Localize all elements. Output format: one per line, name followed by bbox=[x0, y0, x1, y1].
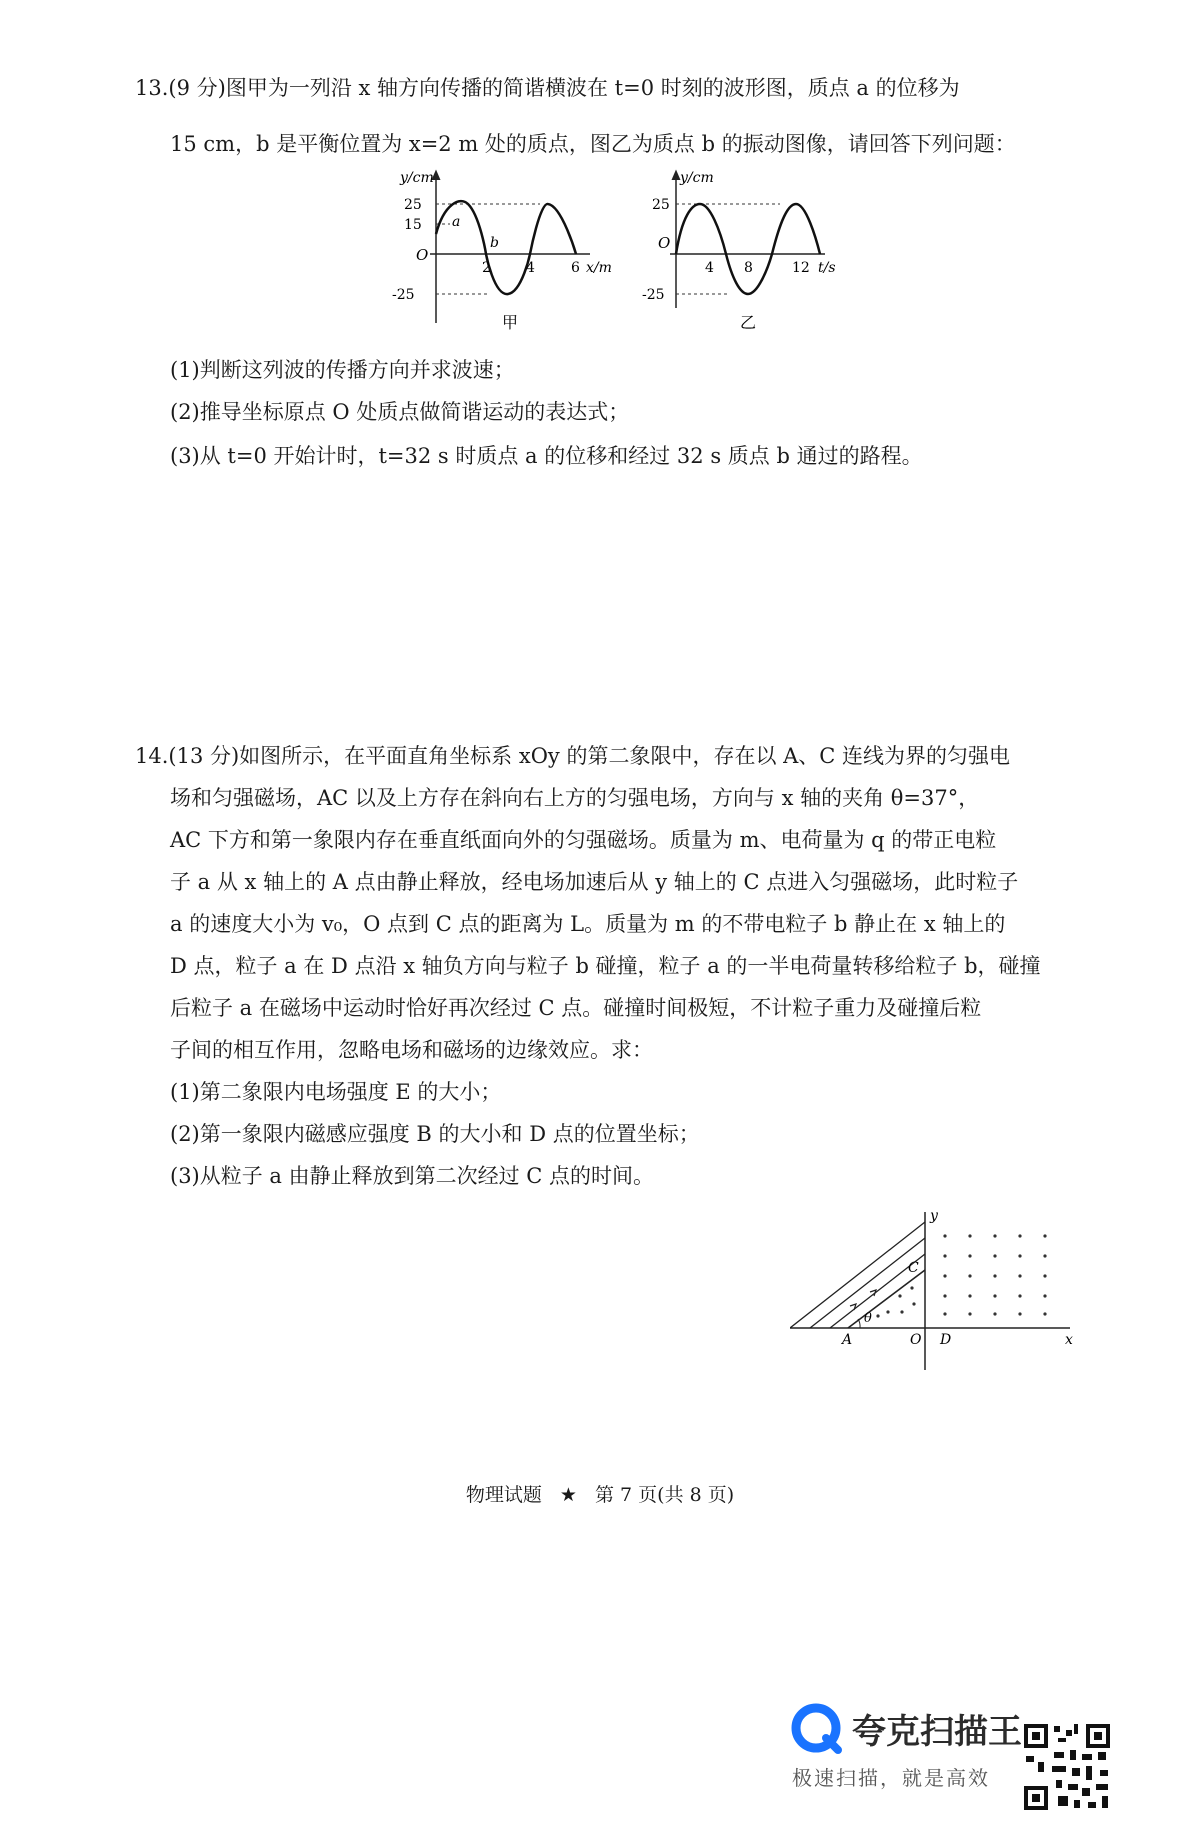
field-figure bbox=[790, 1208, 1080, 1373]
yi-caption: 乙 bbox=[740, 313, 757, 332]
brand-title: 夸克扫描王 bbox=[852, 1712, 1022, 1752]
q13-line-1: 13.(9 分)图甲为一列沿 x 轴方向传播的简谐横波在 t=0 时刻的波形图，质点 a 的位移为 bbox=[135, 76, 960, 100]
footer-star: ★ bbox=[559, 1484, 577, 1506]
quark-logo-icon bbox=[790, 1702, 842, 1754]
q14-line-7: 后粒子 a 在磁场中运动时恰好再次经过 C 点。碰撞时间极短，不计粒子重力及碰撞后粒 bbox=[170, 996, 982, 1020]
q14-sub-2: (2)第一象限内磁感应强度 B 的大小和 D 点的位置坐标； bbox=[170, 1122, 700, 1146]
yi-ytick-25: 25 bbox=[652, 197, 670, 213]
fig-c-label: C bbox=[908, 1260, 919, 1276]
yi-ylabel: y/cm bbox=[680, 170, 714, 186]
yi-ytick-neg25: -25 bbox=[642, 287, 665, 303]
vibration-curve bbox=[676, 204, 820, 294]
q14-line-5: a 的速度大小为 v₀，O 点到 C 点的距离为 L。质量为 m 的不带电粒子 b 静止在 x 轴上的 bbox=[170, 912, 1006, 936]
jia-caption: 甲 bbox=[502, 313, 519, 332]
yi-xtick-4: 4 bbox=[705, 260, 714, 276]
q14-line-1: 14.(13 分)如图所示，在平面直角坐标系 xOy 的第二象限中，存在以 A、C 连线为界的匀强电 bbox=[135, 744, 1011, 768]
magnetic-field-dots bbox=[876, 1234, 1046, 1317]
graph-jia bbox=[390, 168, 620, 333]
fig-x-label: x bbox=[1065, 1332, 1073, 1348]
fig-a-label: A bbox=[842, 1332, 853, 1348]
footer-subject: 物理试题 bbox=[465, 1484, 542, 1506]
q13-sub-3: (3)从 t=0 开始计时，t=32 s 时质点 a 的位移和经过 32 s 质点 b 通过的路程。 bbox=[170, 444, 923, 468]
q13-sub-2: (2)推导坐标原点 O 处质点做简谐运动的表达式； bbox=[170, 400, 630, 424]
jia-ytick-15: 15 bbox=[404, 217, 422, 233]
jia-ylabel: y/cm bbox=[400, 170, 434, 186]
footer-page: 第 7 页(共 8 页) bbox=[594, 1484, 735, 1506]
fig-d-label: D bbox=[940, 1332, 952, 1348]
fig-theta-label: θ bbox=[864, 1311, 872, 1326]
q13-sub-1: (1)判断这列波的传播方向并求波速； bbox=[170, 358, 515, 382]
fig-o-label: O bbox=[910, 1332, 922, 1348]
brand-subtitle: 极速扫描，就是高效 bbox=[792, 1766, 990, 1790]
fig-y-label: y bbox=[930, 1208, 938, 1224]
point-b-label: b bbox=[490, 235, 499, 251]
jia-xtick-6: 6 bbox=[571, 260, 580, 276]
jia-xtick-4: 4 bbox=[526, 260, 535, 276]
jia-origin: O bbox=[416, 246, 429, 264]
jia-ytick-25: 25 bbox=[404, 197, 422, 213]
yi-xlabel: t/s bbox=[818, 260, 836, 276]
yi-origin: O bbox=[658, 234, 671, 252]
yi-xtick-12: 12 bbox=[792, 260, 810, 276]
scanner-brand bbox=[790, 1700, 1022, 1800]
q14-line-8: 子间的相互作用，忽略电场和磁场的边缘效应。求： bbox=[170, 1038, 653, 1062]
point-a-label: a bbox=[452, 214, 461, 230]
jia-ytick-neg25: -25 bbox=[392, 287, 415, 303]
jia-xlabel: x/m bbox=[586, 260, 612, 276]
qr-code-icon bbox=[1022, 1722, 1112, 1812]
q14-line-6: D 点，粒子 a 在 D 点沿 x 轴负方向与粒子 b 碰撞，粒子 a 的一半电荷量转移给粒子 b，碰撞 bbox=[170, 954, 1041, 978]
page-footer bbox=[0, 1480, 1200, 1507]
q14-sub-3: (3)从粒子 a 由静止释放到第二次经过 C 点的时间。 bbox=[170, 1164, 655, 1188]
q14-line-4: 子 a 从 x 轴上的 A 点由静止释放，经电场加速后从 y 轴上的 C 点进入匀强磁场，此时粒子 bbox=[170, 870, 1019, 894]
q14-line-2: 场和匀强磁场，AC 以及上方存在斜向右上方的匀强电场，方向与 x 轴的夹角 θ=37°， bbox=[170, 786, 980, 810]
graph-yi bbox=[640, 168, 870, 333]
q13-line-2: 15 cm，b 是平衡位置为 x=2 m 处的质点，图乙为质点 b 的振动图像，请回答下列问题： bbox=[170, 132, 1016, 156]
jia-xtick-2: 2 bbox=[482, 260, 491, 276]
ac-line bbox=[848, 1270, 925, 1328]
q14-line-3: AC 下方和第一象限内存在垂直纸面向外的匀强磁场。质量为 m、电荷量为 q 的带正电粒 bbox=[170, 828, 997, 852]
q14-sub-1: (1)第二象限内电场强度 E 的大小； bbox=[170, 1080, 502, 1104]
yi-xtick-8: 8 bbox=[744, 260, 753, 276]
